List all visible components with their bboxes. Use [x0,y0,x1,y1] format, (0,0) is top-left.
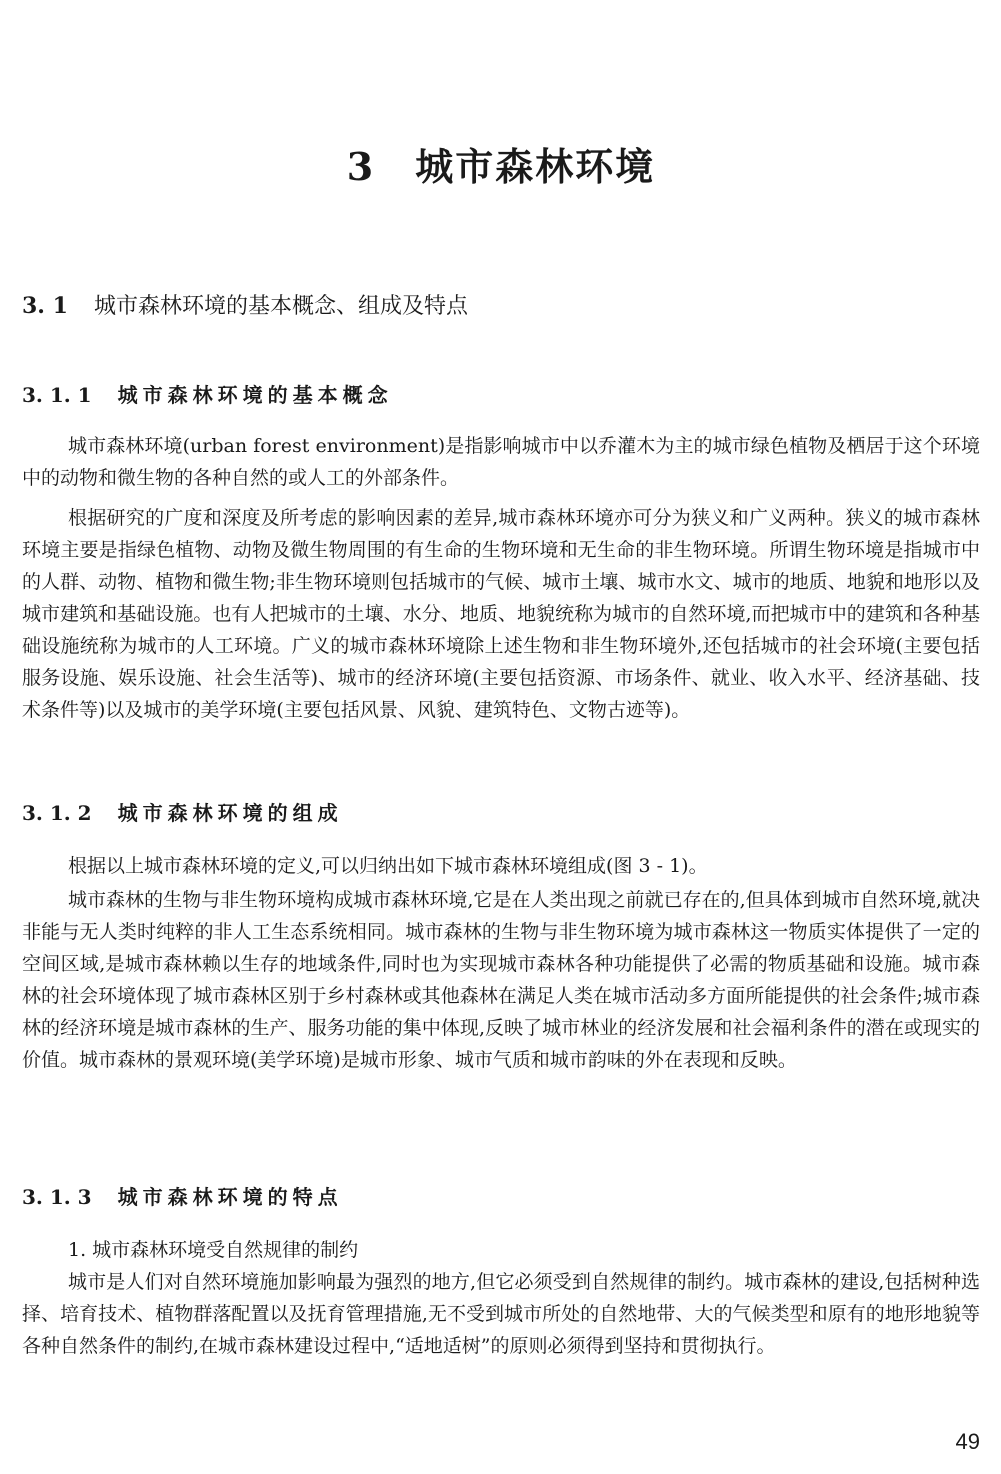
paragraph: 根据以上城市森林环境的定义,可以归纳出如下城市森林环境组成(图 3 - 1)。 [68,855,708,877]
paragraph: 城市森林的生物与非生物环境构成城市森林环境,它是在人类出现之前就已存在的,但具体到城市自然环境,就决非能与无人类时纯粹的非人工生态系统相同。城市森林的生物与非生物环境为城市森林这一物质实体提供了一定的空间区域,是城市森林赖以生存的地域条件,同时也为实现城市森林各种功能提供了必需的物质基础和设施。城市森林的社会环境体现了城市森林区别于乡村森林或其他森林在满足人类在城市活动多方面所能提供的社会条件;城市森林的经济环境是城市森林的生产、服务功能的集中体现,反映了城市林业的经济发展和社会福利条件的潜在或现实的价值。城市森林的景观环境(美学环境)是城市形象、城市气质和城市韵味的外在表现和反映。 [22,889,980,1071]
chapter-title-text: 城市森林环境 [415,144,656,189]
section-number: 3. 1. 2 [22,801,92,825]
book-page [22,0,980,1474]
chapter-title [22,142,980,192]
section-title: 城市森林环境的基本概念 [117,383,393,407]
section-number: 3. 1 [22,293,68,319]
subheading: 1. 城市森林环境受自然规律的制约 [68,1239,359,1261]
section-number: 3. 1. 3 [22,1185,92,1209]
section-title: 城市森林环境的组成 [117,801,343,825]
chapter-number: 3 [346,144,376,189]
section-title: 城市森林环境的特点 [117,1185,343,1209]
paragraph: 城市是人们对自然环境施加影响最为强烈的地方,但它必须受到自然规律的制约。城市森林的建设,包括树种选择、培育技术、植物群落配置以及抚育管理措施,无不受到城市所处的自然地带、大的气候类型和原有的地形地貌等各种自然条件的制约,在城市森林建设过程中,“适地适树”的原则必须得到坚持和贯彻执行。 [22,1271,980,1357]
paragraph: 根据研究的广度和深度及所考虑的影响因素的差异,城市森林环境亦可分为狭义和广义两种。狭义的城市森林环境主要是指绿色植物、动物及微生物周围的有生命的生物环境和无生命的非生物环境。所谓生物环境是指城市中的人群、动物、植物和微生物;非生物环境则包括城市的气候、城市土壤、城市水文、城市的地质、地貌和地形以及城市建筑和基础设施。也有人把城市的土壤、水分、地质、地貌统称为城市的自然环境,而把城市中的建筑和各种基础设施统称为城市的人工环境。广义的城市森林环境除上述生物和非生物环境外,还包括城市的社会环境(主要包括服务设施、娱乐设施、社会生活等)、城市的经济环境(主要包括资源、市场条件、就业、收入水平、经济基础、技术条件等)以及城市的美学环境(主要包括风景、风貌、建筑特色、文物古迹等)。 [22,507,980,721]
section-heading-3-1-2 [22,798,343,828]
section-heading-3-1 [22,290,468,323]
section-heading-3-1-1 [22,380,393,410]
paragraph: 城市森林环境(urban forest environment)是指影响城市中以乔灌木为主的城市绿色植物及栖居于这个环境中的动物和微生物的各种自然的或人工的外部条件。 [22,435,980,489]
section-heading-3-1-3 [22,1182,343,1212]
section-number: 3. 1. 1 [22,383,92,407]
section-title: 城市森林环境的基本概念、组成及特点 [93,294,468,319]
page-number: 49 [955,1429,980,1454]
